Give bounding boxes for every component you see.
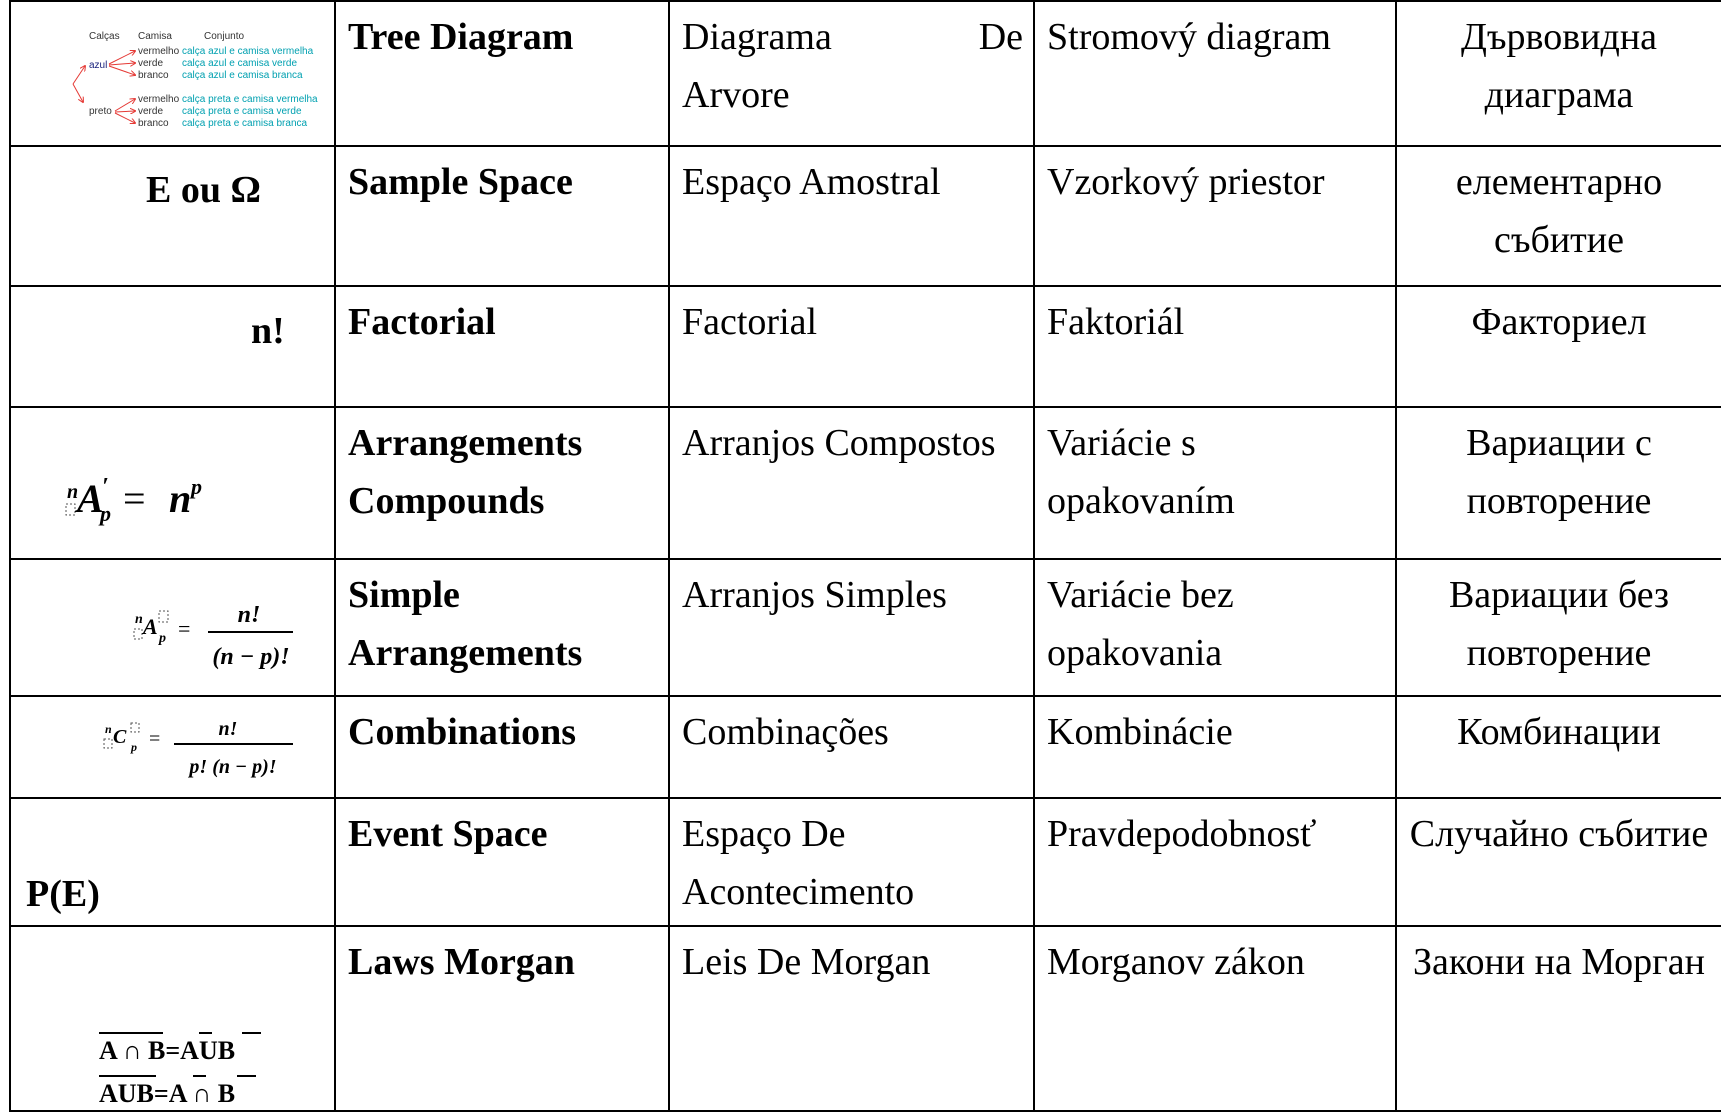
tree-diagram-cell — [10, 1, 335, 146]
tree-shirt-vermelho: vermelho — [138, 46, 180, 57]
symbol-cell — [10, 286, 335, 407]
term-portuguese: Espaço De Acontecimento — [669, 798, 1034, 926]
tree-outfit-preto-2: calça preta e camisa verde — [182, 106, 302, 117]
symbol-factorial: n! — [251, 310, 285, 352]
svg-text:′: ′ — [102, 474, 109, 500]
svg-text:=: = — [123, 476, 146, 521]
table-row — [10, 926, 1721, 1111]
formula-de-morgan-laws — [11, 927, 334, 1111]
formula-arrangements-with-repetition — [11, 408, 334, 559]
svg-text:n: n — [169, 476, 192, 521]
term-bulgarian: Вариации с повторение — [1396, 407, 1721, 559]
svg-text:p! (n − p)!: p! (n − p)! — [189, 756, 277, 778]
table-row — [10, 559, 1721, 696]
svg-text:n: n — [67, 481, 79, 503]
table-row — [10, 407, 1721, 559]
svg-text:n!: n! — [237, 602, 261, 628]
table-row — [10, 798, 1721, 926]
tree-outfit-preto-3: calça preta e camisa branca — [182, 118, 308, 129]
term-slovak: Kombinácie — [1034, 696, 1396, 798]
term-portuguese: Arranjos Compostos — [669, 407, 1034, 559]
formula-combinations — [11, 697, 334, 798]
svg-text:p: p — [191, 474, 202, 499]
table-row — [10, 1, 1721, 146]
tree-shirt-verde-2: verde — [138, 106, 164, 117]
svg-text:n: n — [135, 612, 143, 627]
tree-outfit-azul-1: calça azul e camisa vermelha — [182, 46, 314, 57]
svg-text:A: A — [143, 614, 158, 639]
svg-text:A ∩ B=AUB: A ∩ B=AUB — [99, 1036, 236, 1065]
table-row — [10, 696, 1721, 798]
term-portuguese: Factorial — [669, 286, 1034, 407]
svg-text:=: = — [149, 728, 161, 750]
tree-outfit-azul-2: calça azul e camisa verde — [182, 58, 298, 69]
svg-text:=: = — [178, 616, 191, 641]
tree-shirt-vermelho-2: vermelho — [138, 94, 180, 105]
symbol-event-probability: P(E) — [26, 873, 100, 915]
term-portuguese: Arranjos Simples — [669, 559, 1034, 696]
term-portuguese — [669, 1, 1034, 146]
tree-outfit-preto-1: calça preta e camisa vermelha — [182, 94, 318, 105]
tree-shirt-verde: verde — [138, 58, 164, 69]
svg-text:p: p — [131, 740, 137, 754]
term-portuguese-part-c: Arvore — [682, 74, 790, 116]
term-english: Simple Arrangements — [335, 559, 669, 696]
term-bulgarian: Факториел — [1396, 286, 1721, 407]
symbol-cell — [10, 696, 335, 798]
symbol-sample-space: E ou Ω — [146, 169, 261, 211]
tree-diagram-image — [11, 2, 334, 146]
table-row — [10, 146, 1721, 286]
symbol-cell — [10, 559, 335, 696]
term-english: Factorial — [335, 286, 669, 407]
term-slovak: Pravdepodobnosť — [1034, 798, 1396, 926]
tree-header-outfit: Conjunto — [204, 31, 245, 42]
glossary-table — [9, 0, 1721, 1112]
tree-pants-azul: azul — [89, 60, 108, 71]
term-portuguese-part-b: De — [978, 16, 1023, 58]
term-slovak: Faktoriál — [1034, 286, 1396, 407]
term-portuguese: Leis De Morgan — [669, 926, 1034, 1111]
term-english: Sample Space — [335, 146, 669, 286]
term-bulgarian: Закони на Морган — [1396, 926, 1721, 1111]
svg-text:p: p — [159, 631, 166, 646]
term-bulgarian: елементарно събитие — [1396, 146, 1721, 286]
formula-simple-arrangements — [11, 560, 334, 696]
term-bulgarian: Комбинации — [1396, 696, 1721, 798]
tree-header-shirt: Camisa — [138, 31, 172, 42]
term-english: Combinations — [335, 696, 669, 798]
term-english: Tree Diagram — [335, 1, 669, 146]
svg-text:(n − p)!: (n − p)! — [212, 644, 290, 670]
term-portuguese: Combinações — [669, 696, 1034, 798]
tree-shirt-branco-2: branco — [138, 118, 169, 129]
svg-text:A: A — [77, 476, 104, 521]
table-row — [10, 286, 1721, 407]
svg-text:p: p — [100, 501, 111, 526]
symbol-cell — [10, 926, 335, 1111]
symbol-cell — [10, 407, 335, 559]
term-portuguese-part-a: Diagrama — [682, 16, 832, 58]
term-slovak: Variácie bez opakovania — [1034, 559, 1396, 696]
term-english: Arrangements Compounds — [335, 407, 669, 559]
tree-outfit-azul-3: calça azul e camisa branca — [182, 70, 303, 81]
svg-text:n: n — [105, 722, 112, 736]
term-bulgarian: Случайно събитие — [1396, 798, 1721, 926]
term-portuguese: Espaço Amostral — [669, 146, 1034, 286]
term-english: Event Space — [335, 798, 669, 926]
term-slovak: Variácie s opakovaním — [1034, 407, 1396, 559]
svg-text:n!: n! — [218, 718, 238, 740]
term-english: Laws Morgan — [335, 926, 669, 1111]
tree-header-pants: Calças — [89, 31, 120, 42]
svg-text:C: C — [113, 726, 127, 748]
term-bulgarian: Дървовидна диаграма — [1396, 1, 1721, 146]
svg-text:AUB=A ∩ B: AUB=A ∩ B — [99, 1079, 236, 1108]
symbol-cell — [10, 798, 335, 926]
term-bulgarian: Вариации без повторение — [1396, 559, 1721, 696]
term-slovak: Morganov zákon — [1034, 926, 1396, 1111]
symbol-cell — [10, 146, 335, 286]
tree-pants-preto: preto — [89, 106, 112, 117]
term-slovak: Vzorkový priestor — [1034, 146, 1396, 286]
term-slovak: Stromový diagram — [1034, 1, 1396, 146]
tree-shirt-branco: branco — [138, 70, 169, 81]
